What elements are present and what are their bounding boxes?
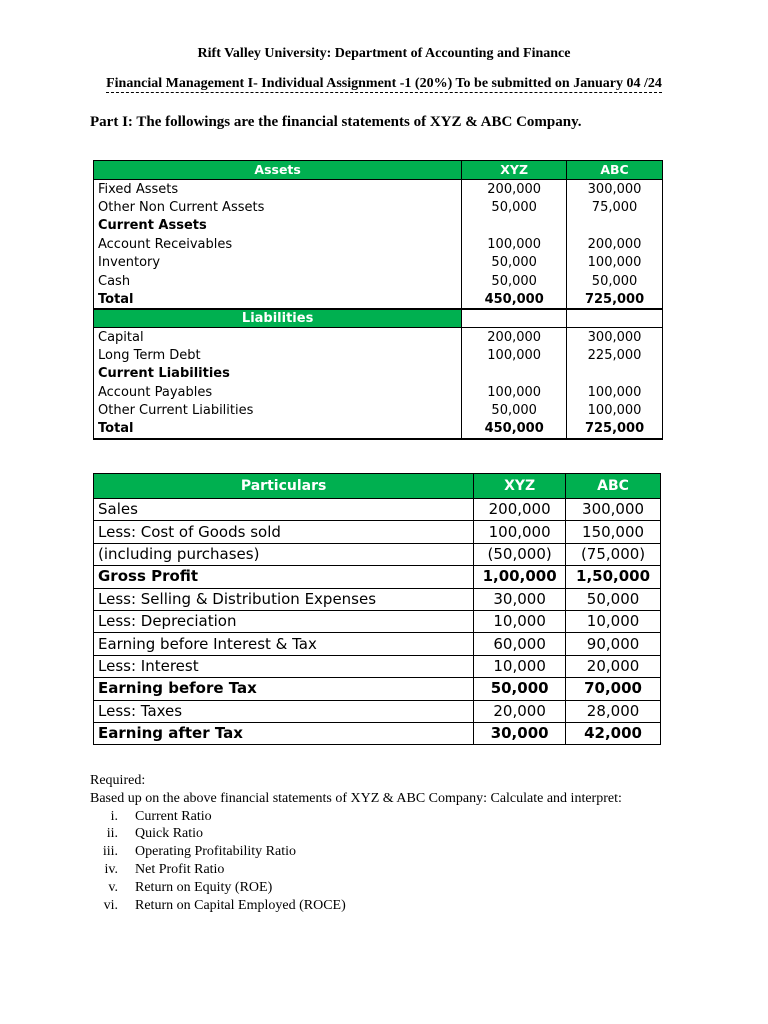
xyz-value: 50,000 xyxy=(462,254,567,273)
required-item-text: Return on Capital Employed (ROCE) xyxy=(135,897,346,913)
abc-value: 725,000 xyxy=(567,420,663,439)
income-statement-row xyxy=(94,610,661,632)
xyz-value: 100,000 xyxy=(462,383,567,402)
abc-value: 300,000 xyxy=(567,180,663,199)
required-intro: Based up on the above financial statements of XYZ & ABC Company: Calculate and interpret: xyxy=(90,790,622,806)
abc-value: 10,000 xyxy=(566,610,661,632)
row-label: Current Liabilities xyxy=(94,365,462,384)
income-header-abc: ABC xyxy=(566,474,661,499)
income-statement-row xyxy=(94,700,661,722)
xyz-value: 60,000 xyxy=(474,633,566,655)
income-statement-table xyxy=(93,473,661,745)
assignment-header xyxy=(0,76,768,92)
balance-sheet-row xyxy=(94,328,663,347)
row-label: (including purchases) xyxy=(94,543,474,565)
xyz-value: 10,000 xyxy=(474,610,566,632)
abc-value: (75,000) xyxy=(566,543,661,565)
abc-value: 150,000 xyxy=(566,521,661,543)
balance-sheet-row xyxy=(94,217,663,236)
balance-sheet-row xyxy=(94,346,663,365)
liabilities-header-blank-abc xyxy=(567,309,663,328)
xyz-value xyxy=(462,365,567,384)
balance-sheet-row xyxy=(94,235,663,254)
balance-sheet-row xyxy=(94,272,663,291)
income-statement-row xyxy=(94,655,661,677)
row-label: Long Term Debt xyxy=(94,346,462,365)
xyz-value: 450,000 xyxy=(462,291,567,310)
abc-value: 20,000 xyxy=(566,655,661,677)
abc-value: 28,000 xyxy=(566,700,661,722)
assignment-header-text: Financial Management I- Individual Assignment -1 (20%) To be submitted on January 04 /24 xyxy=(106,76,662,91)
abc-value: 90,000 xyxy=(566,633,661,655)
xyz-value: 50,000 xyxy=(462,402,567,421)
row-label: Current Assets xyxy=(94,217,462,236)
balance-sheet-row xyxy=(94,365,663,384)
required-section xyxy=(90,772,622,914)
row-label: Earning before Interest & Tax xyxy=(94,633,474,655)
abc-value: 300,000 xyxy=(566,499,661,521)
xyz-value: 30,000 xyxy=(474,722,566,744)
balance-sheet-header-xyz: XYZ xyxy=(462,161,567,180)
row-label: Account Payables xyxy=(94,383,462,402)
abc-value xyxy=(567,365,663,384)
required-item xyxy=(90,861,622,879)
row-label: Gross Profit xyxy=(94,566,474,588)
abc-value: 75,000 xyxy=(567,198,663,217)
abc-value: 70,000 xyxy=(566,678,661,700)
abc-value: 725,000 xyxy=(567,291,663,310)
required-item-text: Net Profit Ratio xyxy=(135,861,225,877)
row-label: Other Current Liabilities xyxy=(94,402,462,421)
row-label: Earning before Tax xyxy=(94,678,474,700)
required-item-text: Operating Profitability Ratio xyxy=(135,844,296,860)
xyz-value: 100,000 xyxy=(462,346,567,365)
required-item-text: Quick Ratio xyxy=(135,826,204,842)
required-item xyxy=(90,808,622,826)
abc-value: 50,000 xyxy=(566,588,661,610)
row-label: Cash xyxy=(94,272,462,291)
row-label: Other Non Current Assets xyxy=(94,198,462,217)
abc-value: 200,000 xyxy=(567,235,663,254)
xyz-value: (50,000) xyxy=(474,543,566,565)
xyz-value: 100,000 xyxy=(474,521,566,543)
required-item-number: iii. xyxy=(102,844,118,860)
balance-sheet-table xyxy=(93,160,663,440)
required-item xyxy=(90,897,622,915)
required-item-number: iv. xyxy=(104,861,118,877)
xyz-value: 1,00,000 xyxy=(474,566,566,588)
required-item-number: v. xyxy=(108,879,118,895)
row-label: Sales xyxy=(94,499,474,521)
required-item xyxy=(90,879,622,897)
required-list xyxy=(90,808,622,915)
balance-sheet-row xyxy=(94,291,663,310)
row-label: Fixed Assets xyxy=(94,180,462,199)
row-label: Capital xyxy=(94,328,462,347)
abc-value: 300,000 xyxy=(567,328,663,347)
balance-sheet-row xyxy=(94,402,663,421)
abc-value: 1,50,000 xyxy=(566,566,661,588)
income-statement-row xyxy=(94,521,661,543)
row-label: Inventory xyxy=(94,254,462,273)
row-label: Total xyxy=(94,291,462,310)
row-label: Less: Depreciation xyxy=(94,610,474,632)
abc-value: 100,000 xyxy=(567,402,663,421)
xyz-value: 50,000 xyxy=(474,678,566,700)
row-label: Less: Taxes xyxy=(94,700,474,722)
balance-sheet-row xyxy=(94,180,663,199)
abc-value: 100,000 xyxy=(567,254,663,273)
xyz-value: 100,000 xyxy=(462,235,567,254)
row-label: Less: Interest xyxy=(94,655,474,677)
required-title: Required: xyxy=(90,773,146,788)
balance-sheet-header-assets: Assets xyxy=(94,161,462,180)
income-statement-row xyxy=(94,566,661,588)
balance-sheet-row xyxy=(94,254,663,273)
xyz-value: 200,000 xyxy=(474,499,566,521)
xyz-value: 10,000 xyxy=(474,655,566,677)
part-title: Part I: The followings are the financial statements of XYZ & ABC Company. xyxy=(90,114,582,130)
xyz-value: 20,000 xyxy=(474,700,566,722)
required-item xyxy=(90,843,622,861)
row-label: Less: Cost of Goods sold xyxy=(94,521,474,543)
xyz-value: 200,000 xyxy=(462,180,567,199)
income-statement-row xyxy=(94,543,661,565)
income-statement-row xyxy=(94,499,661,521)
liabilities-header: Liabilities xyxy=(94,309,462,328)
abc-value: 50,000 xyxy=(567,272,663,291)
liabilities-header-row xyxy=(94,309,663,328)
abc-value: 100,000 xyxy=(567,383,663,402)
xyz-value xyxy=(462,217,567,236)
required-item xyxy=(90,825,622,843)
row-label: Earning after Tax xyxy=(94,722,474,744)
abc-value xyxy=(567,217,663,236)
row-label: Account Receivables xyxy=(94,235,462,254)
row-label: Total xyxy=(94,420,462,439)
row-label: Less: Selling & Distribution Expenses xyxy=(94,588,474,610)
university-header: Rift Valley University: Department of Accounting and Finance xyxy=(197,46,571,61)
required-item-text: Current Ratio xyxy=(135,808,212,824)
balance-sheet-row xyxy=(94,420,663,439)
xyz-value: 200,000 xyxy=(462,328,567,347)
income-header-particulars: Particulars xyxy=(94,474,474,499)
required-item-number: i. xyxy=(110,808,118,824)
balance-sheet-row xyxy=(94,198,663,217)
income-statement-row xyxy=(94,678,661,700)
income-statement-row xyxy=(94,588,661,610)
required-item-text: Return on Equity (ROE) xyxy=(135,879,273,895)
income-header-xyz: XYZ xyxy=(474,474,566,499)
liabilities-header-blank-xyz xyxy=(462,309,567,328)
balance-sheet-row xyxy=(94,383,663,402)
balance-sheet-header-abc: ABC xyxy=(567,161,663,180)
income-statement-row xyxy=(94,633,661,655)
required-item-number: ii. xyxy=(106,826,118,842)
income-statement-row xyxy=(94,722,661,744)
abc-value: 42,000 xyxy=(566,722,661,744)
xyz-value: 30,000 xyxy=(474,588,566,610)
required-item-number: vi. xyxy=(103,897,118,913)
xyz-value: 50,000 xyxy=(462,272,567,291)
xyz-value: 450,000 xyxy=(462,420,567,439)
xyz-value: 50,000 xyxy=(462,198,567,217)
abc-value: 225,000 xyxy=(567,346,663,365)
